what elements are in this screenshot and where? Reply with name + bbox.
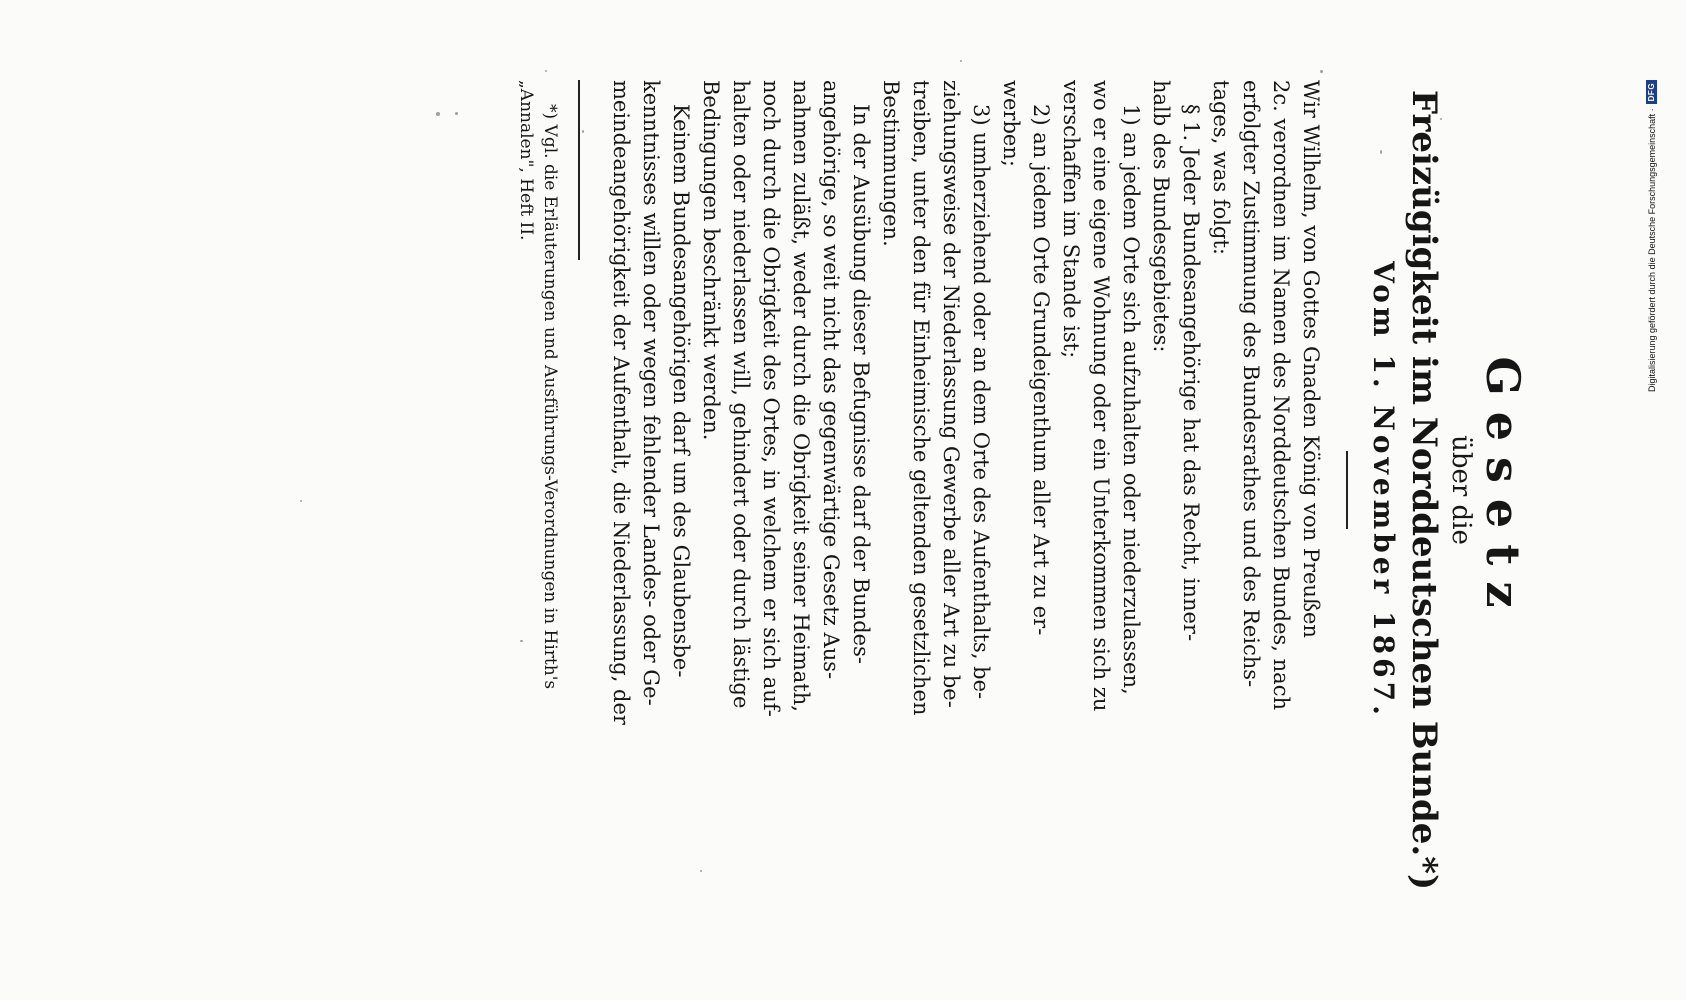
- body-line: tages, was folgt:: [1209, 80, 1233, 255]
- body-line: treiben, unter den für Einheimische geltenden gesetzlichen: [909, 80, 933, 716]
- body-line: kenntnisses willen oder wegen fehlender Landes- oder Ge-: [639, 80, 663, 706]
- body-line: 1) an jedem Orte sich aufzuhalten oder niederzulassen,: [1119, 104, 1143, 695]
- body-line: ziehungsweise der Niederlassung Gewerbe aller Art zu be-: [939, 80, 963, 708]
- scan-speck: [960, 60, 962, 62]
- funding-note: [1646, 0, 1657, 392]
- body-line: § 1. Jeder Bundesangehörige hat das Recht, inner-: [1179, 104, 1203, 642]
- body-line: werben;: [999, 80, 1023, 167]
- funding-text: Digitalisierung gefördert durch die Deutsche Forschungsgemeinschaft ·: [1646, 108, 1657, 392]
- body-line: 3) umherziehend oder an dem Orte des Aufenthalts, be-: [969, 104, 993, 700]
- footnote-divider: [578, 80, 580, 260]
- document-content: [430, 80, 1530, 900]
- scan-speck: [545, 70, 547, 72]
- body-line: halten oder niederlassen will, gehindert oder durch lästige: [729, 80, 753, 709]
- body-line: angehörige, so weit nicht das gegenwärtige Gesetz Aus-: [819, 80, 843, 680]
- dfg-logo: DFG: [1646, 80, 1657, 104]
- body-line: 2) an jedem Orte Grundeigenthum aller Art zu er-: [1029, 104, 1053, 636]
- body-line: Bestimmungen.: [879, 80, 903, 247]
- footnote: [514, 80, 562, 900]
- law-date: Vom 1. November 1867.: [1367, 261, 1400, 719]
- body-line: nahmen zuläßt, weder durch die Obrigkeit seiner Heimath,: [789, 80, 813, 712]
- title-divider: [1346, 451, 1348, 529]
- law-body: [606, 80, 1326, 900]
- body-line: meindeangehörigkeit der Aufenthalt, die Niederlassung, der: [609, 80, 633, 725]
- title-block: [1346, 80, 1530, 900]
- funding-sidebar: [1632, 0, 1672, 1000]
- footnote-line: „Annalen", Heft II.: [516, 80, 536, 241]
- footnote-line: *) Vgl. die Erläuterungen und Ausführungs-Verordnungen in Hirth's: [540, 104, 560, 690]
- body-line: 2c. verordnen im Namen des Norddeutschen Bundes, nach: [1269, 80, 1293, 710]
- body-line: erfolgter Zustimmung des Bundesrathes und des Reichs-: [1239, 80, 1263, 688]
- law-name: Freizügigkeit im Norddeutschen Bunde.*): [1404, 89, 1444, 891]
- document-title: Gesetz: [1476, 356, 1530, 624]
- body-line: Bedingungen beschränkt werden.: [699, 80, 723, 441]
- scan-speck: [300, 500, 302, 502]
- body-line: wo er eine eigene Wohnung oder ein Unterkommen sich zu: [1089, 80, 1113, 712]
- scan-speck: [1320, 70, 1323, 73]
- body-line: Keinem Bundesangehörigen darf um des Glaubensbe-: [669, 104, 693, 678]
- body-line: Wir Wilhelm, von Gottes Gnaden König von Preußen: [1299, 80, 1323, 638]
- body-line: noch durch die Obrigkeit des Ortes, in welchem er sich auf-: [759, 80, 783, 717]
- body-line: verschaffen im Stande ist;: [1059, 80, 1083, 359]
- body-line: halb des Bundesgebietes:: [1149, 80, 1173, 353]
- body-line: In der Ausübung dieser Befugnisse darf der Bundes-: [849, 104, 873, 664]
- document-subtitle: über die: [1446, 435, 1476, 545]
